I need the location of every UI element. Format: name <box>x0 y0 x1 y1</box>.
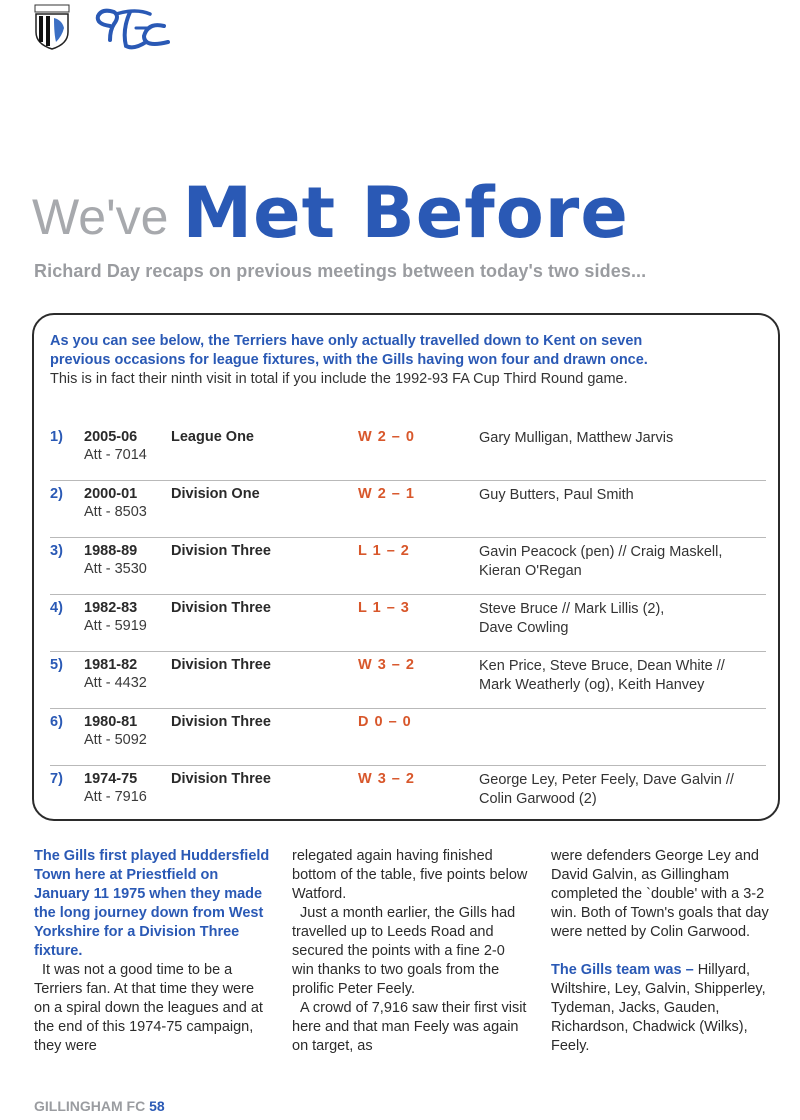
scorers-line-2: Dave Cowling <box>479 620 569 636</box>
team-list: Hillyard, Wiltshire, Ley, Galvin, Shipperley, Tydeman, Jacks, Gauden, Richardson, Chadwick (Wilks), Feely. <box>551 962 766 1054</box>
footer-club: GILLINGHAM FC <box>34 1098 146 1114</box>
result-season: 1981-82 <box>84 657 138 673</box>
result-score: W 3 – 2 <box>358 657 415 673</box>
intro-bold-line-2: previous occasions for league fixtures, with the Gills having won four and drawn once. <box>50 352 648 368</box>
gfc-script-logo-icon <box>90 4 176 54</box>
scorers-line-2: Kieran O'Regan <box>479 563 582 579</box>
title-bold: Met Before <box>182 172 629 254</box>
result-number: 4) <box>50 600 63 616</box>
result-competition: Division Three <box>171 657 271 673</box>
result-row <box>50 480 766 538</box>
result-competition: League One <box>171 429 254 445</box>
result-competition: Division Three <box>171 543 271 559</box>
result-competition: Division Three <box>171 771 271 787</box>
result-scorers <box>479 429 769 448</box>
team-line-up <box>551 961 787 1056</box>
article-paragraph: It was not a good time to be a Terriers fan. At that time they were on a spiral down the leagues and at the end of this 1974-75 campaign, they were <box>34 962 263 1054</box>
scorers-line-1: Gary Mulligan, Matthew Jarvis <box>479 430 674 446</box>
team-lead: The Gills team was – <box>551 962 694 978</box>
result-competition: Division Three <box>171 600 271 616</box>
scorers-line-1: Steve Bruce // Mark Lillis (2), <box>479 601 665 617</box>
result-number: 7) <box>50 771 63 787</box>
result-scorers <box>479 600 769 638</box>
result-score: W 2 – 0 <box>358 429 415 445</box>
result-score: W 3 – 2 <box>358 771 415 787</box>
result-season: 1982-83 <box>84 600 138 616</box>
result-row <box>50 537 766 595</box>
result-scorers <box>479 657 769 695</box>
result-attendance: Att - 3530 <box>84 561 147 577</box>
result-attendance: Att - 8503 <box>84 504 147 520</box>
article-paragraph: were defenders George Ley and David Galvin, as Gillingham completed the `double' with a 3-2 win. Both of Town's goals that day were netted by Colin Garwood. <box>551 848 769 940</box>
page-title <box>32 168 629 254</box>
result-score: D 0 – 0 <box>358 714 412 730</box>
subtitle: Richard Day recaps on previous meetings between today's two sides... <box>34 261 647 281</box>
scorers-line-1: Guy Butters, Paul Smith <box>479 487 634 503</box>
result-season: 1988-89 <box>84 543 138 559</box>
result-scorers <box>479 486 769 505</box>
article-column-2 <box>292 847 528 1056</box>
intro-text <box>50 332 780 389</box>
result-competition: Division Three <box>171 714 271 730</box>
result-number: 5) <box>50 657 63 673</box>
article-paragraph: relegated again having finished bottom of the table, five points below Watford. <box>292 848 528 902</box>
result-number: 6) <box>50 714 63 730</box>
scorers-line-1: Ken Price, Steve Bruce, Dean White // <box>479 658 725 674</box>
scorers-line-2: Mark Weatherly (og), Keith Hanvey <box>479 677 705 693</box>
result-attendance: Att - 5919 <box>84 618 147 634</box>
scorers-line-1: Gavin Peacock (pen) // Craig Maskell, <box>479 544 723 560</box>
scorers-line-2: Colin Garwood (2) <box>479 791 597 807</box>
article-paragraph: Just a month earlier, the Gills had travelled up to Leeds Road and secured the points with a fine 2-0 win thanks to two goals from the prolific Peter Feely. <box>292 905 516 997</box>
result-score: W 2 – 1 <box>358 486 415 502</box>
title-light: We've <box>32 189 169 245</box>
result-score: L 1 – 3 <box>358 600 410 616</box>
article-lead: The Gills first played Huddersfield Town here at Priestfield on January 11 1975 when they made the long journey down from West Yorkshire for a Division Three fixture. <box>34 848 270 959</box>
result-row <box>50 651 766 709</box>
page-footer <box>34 1098 165 1114</box>
article-column-3 <box>551 847 787 1056</box>
result-attendance: Att - 7014 <box>84 447 147 463</box>
result-attendance: Att - 4432 <box>84 675 147 691</box>
result-scorers <box>479 771 769 809</box>
result-row <box>50 423 766 481</box>
result-row <box>50 708 766 766</box>
intro-bold-line-1: As you can see below, the Terriers have only actually travelled down to Kent on seven <box>50 333 643 349</box>
scorers-line-1: George Ley, Peter Feely, Dave Galvin // <box>479 772 734 788</box>
result-season: 1974-75 <box>84 771 138 787</box>
result-score: L 1 – 2 <box>358 543 410 559</box>
result-attendance: Att - 7916 <box>84 789 147 805</box>
footer-page-number: 58 <box>149 1098 165 1114</box>
result-row <box>50 594 766 652</box>
result-row <box>50 765 766 822</box>
result-season: 1980-81 <box>84 714 138 730</box>
result-number: 1) <box>50 429 63 445</box>
result-attendance: Att - 5092 <box>84 732 147 748</box>
result-number: 3) <box>50 543 63 559</box>
result-season: 2005-06 <box>84 429 138 445</box>
result-competition: Division One <box>171 486 260 502</box>
result-number: 2) <box>50 486 63 502</box>
result-season: 2000-01 <box>84 486 138 502</box>
article-paragraph: A crowd of 7,916 saw their first visit here and that man Feely was again on target, as <box>292 1000 527 1054</box>
result-scorers <box>479 543 769 581</box>
gillingham-crest-icon <box>34 4 70 50</box>
article-column-1 <box>34 847 270 1056</box>
intro-normal-line: This is in fact their ninth visit in total if you include the 1992-93 FA Cup Third Round game. <box>50 371 628 387</box>
